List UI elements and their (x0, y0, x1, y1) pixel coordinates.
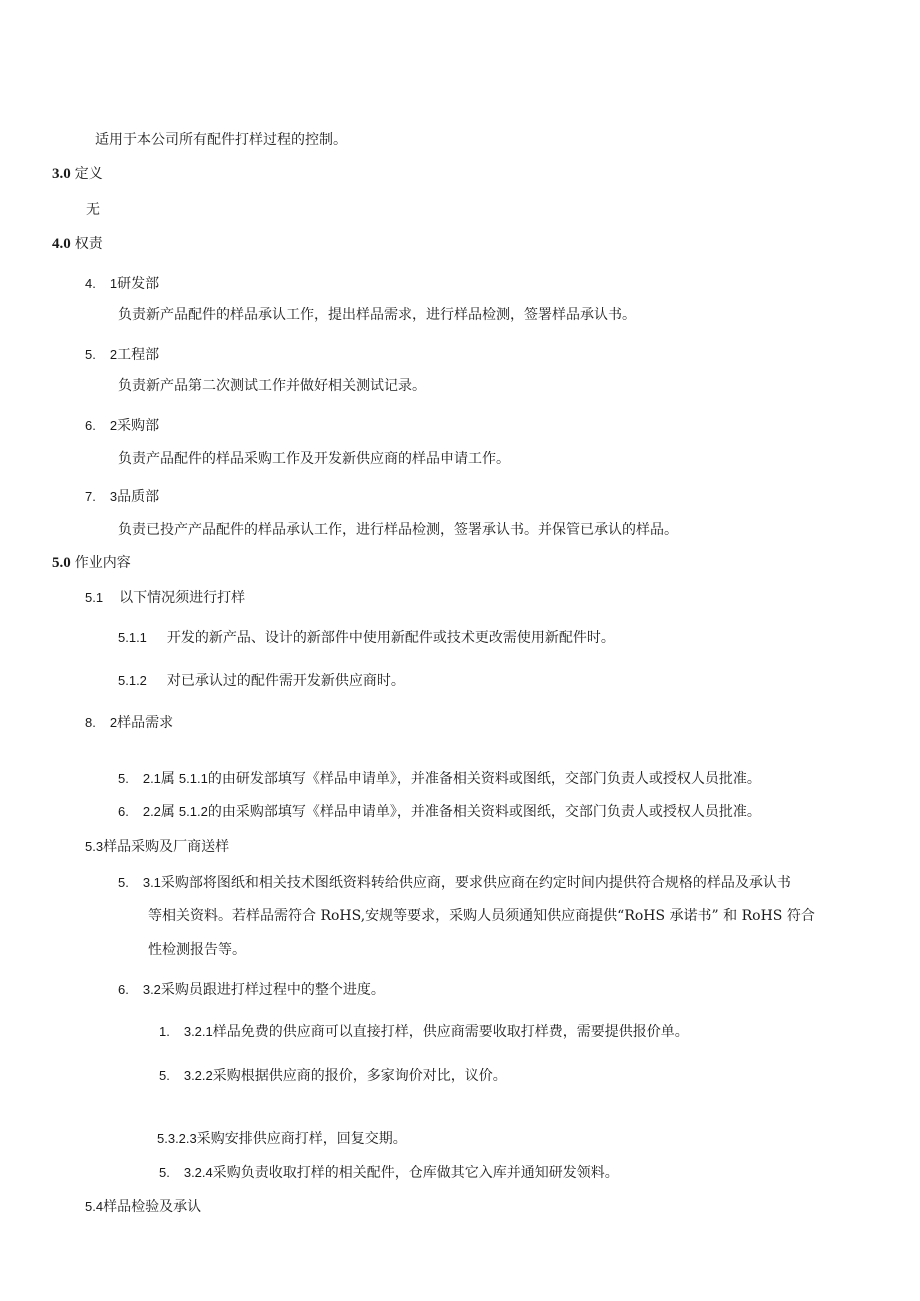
responsibility-item-engineering: 5. 2工程部 (85, 347, 160, 363)
section-title: 作业内容 (74, 555, 131, 571)
section-3-heading (52, 165, 103, 183)
section-number: 4.0 (52, 236, 71, 252)
item-5-3-2-4: 5. 3.2.4采购负责收取打样的相关配件，仓库做其它入库并通知研发领料。 (159, 1165, 619, 1181)
responsibility-body: 负责新产品第二次测试工作并做好相关测试记录。 (118, 378, 426, 394)
responsibility-item-quality: 7. 3品质部 (85, 489, 160, 505)
item-5-1-2: 5.1.2 对已承认过的配件需开发新供应商时。 (118, 673, 405, 689)
item-5-1-1: 5.1.1 开发的新产品、设计的新部件中使用新配件或技术更改需使用新配件时。 (118, 630, 615, 646)
item-5-3-2: 6. 3.2采购员跟进打样过程中的整个进度。 (118, 982, 385, 998)
item-5-3-2-3: 5.3.2.3采购安排供应商打样，回复交期。 (157, 1131, 407, 1147)
item-5-3-2-2: 5. 3.2.2采购根据供应商的报价，多家询价对比，议价。 (159, 1068, 507, 1084)
responsibility-item-rd: 4. 1研发部 (85, 276, 160, 292)
section-3-body: 无 (86, 202, 100, 218)
item-5-3-1-line1: 5. 3.1采购部将图纸和相关技术图纸资料转给供应商，要求供应商在约定时间内提供符合规格的样品及承认书 (118, 875, 791, 891)
section-title: 权责 (74, 236, 103, 252)
responsibility-body: 负责新产品配件的样品承认工作，提出样品需求，进行样品检测，签署样品承认书。 (118, 307, 636, 323)
item-5-3-1-line2: 等相关资料。若样品需符合 RoHS,安规等要求，采购人员须通知供应商提供“RoHS 承诺书” 和 RoHS 符合 (148, 908, 815, 924)
item-5-3-2-1: 1. 3.2.1样品免费的供应商可以直接打样，供应商需要收取打样费，需要提供报价单。 (159, 1024, 689, 1040)
subsection-5-4: 5.4样品检验及承认 (85, 1199, 202, 1215)
item-5-2-2: 6. 2.2属 5.1.2的由采购部填写《样品申请单》，并准备相关资料或图纸，交部门负责人或授权人员批准。 (118, 804, 761, 820)
subsection-5-3: 5.3样品采购及厂商送样 (85, 839, 230, 855)
scope-text: 适用于本公司所有配件打样过程的控制。 (95, 132, 347, 148)
responsibility-body: 负责已投产产品配件的样品承认工作，进行样品检测，签署承认书。并保管已承认的样品。 (118, 522, 678, 538)
section-number: 5.0 (52, 555, 71, 571)
section-5-heading (52, 554, 131, 572)
item-5-3-1-line3: 性检测报告等。 (148, 942, 246, 958)
item-5-2-1: 5. 2.1属 5.1.1的由研发部填写《样品申请单》，并准备相关资料或图纸，交部门负责人或授权人员批准。 (118, 771, 761, 787)
responsibility-item-purchasing: 6. 2采购部 (85, 418, 160, 434)
section-title: 定义 (74, 166, 103, 182)
subsection-5-1: 5.1 以下情况须进行打样 (85, 590, 246, 606)
section-4-heading (52, 235, 103, 253)
section-number: 3.0 (52, 166, 71, 182)
subsection-5-2: 8. 2样品需求 (85, 715, 174, 731)
responsibility-body: 负责产品配件的样品采购工作及开发新供应商的样品申请工作。 (118, 451, 510, 467)
